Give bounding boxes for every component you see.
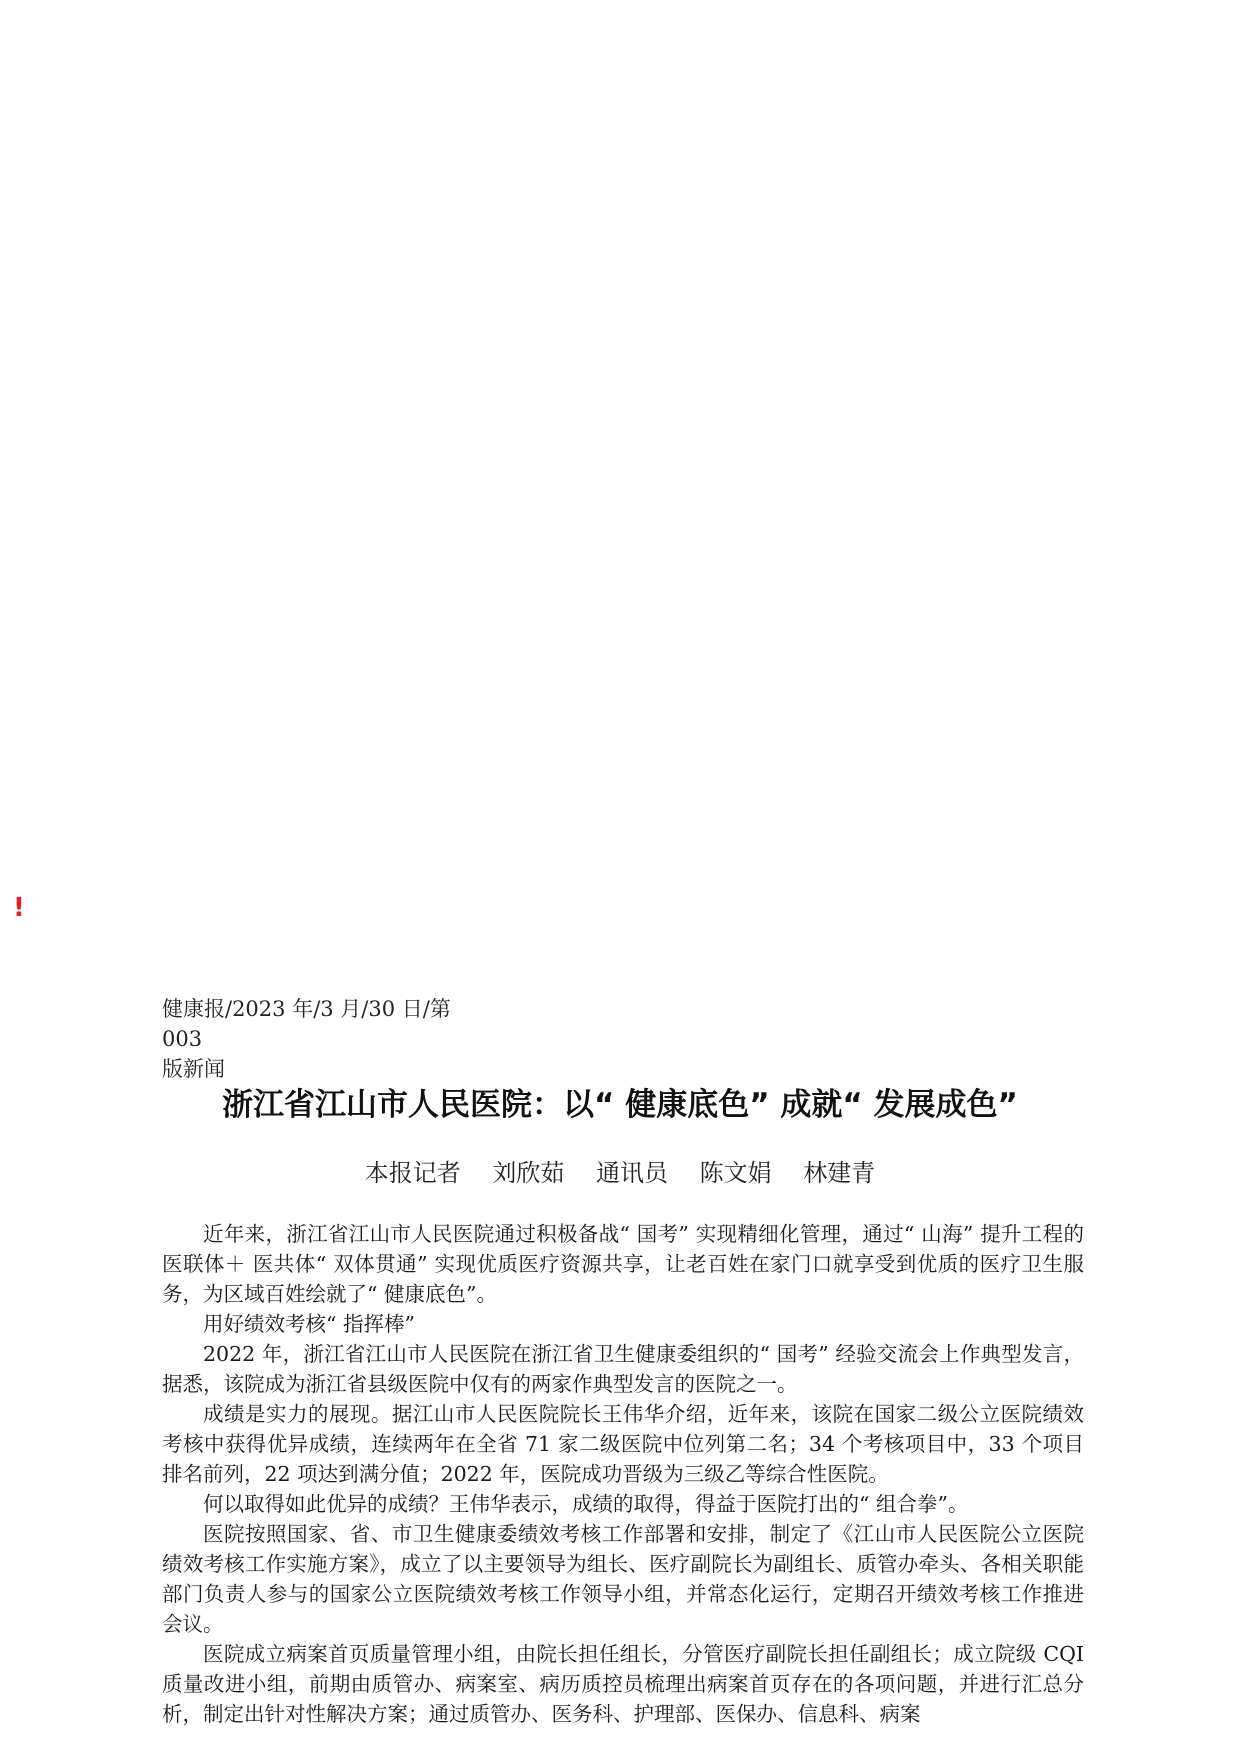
paragraph: 成绩是实力的展现。据江山市人民医院院长王伟华介绍，近年来，该院在国家二级公立医院绩效考核中获得优异成绩，连续两年在全省 71 家二级医院中位列第二名；34 个考核项目中，33 个项目排名前列，22 项达到满分值；2022 年，医院成功晋级为三级乙等综合性医院。 [162, 1402, 1084, 1486]
paragraph: 2022 年，浙江省江山市人民医院在浙江省卫生健康委组织的“ 国考” 经验交流会上作典型发言，据悉，该院成为浙江省县级医院中仅有的两家作典型发言的医院之一。 [162, 1342, 1084, 1396]
correspondent-label: 通讯员 [596, 1159, 668, 1187]
source-line [162, 994, 482, 1084]
article-body [162, 1219, 1084, 1729]
red-alert-marker: ! [13, 893, 25, 923]
paragraph-subheading: 用好绩效考核“ 指挥棒” [203, 1312, 415, 1336]
paragraph: 医院成立病案首页质量管理小组，由院长担任组长，分管医疗副院长担任副组长；成立院级 CQI 质量改进小组，前期由质管办、病案室、病历质控员梳理出病案首页存在的各项问题，并进行汇总分析，制定出针对性解决方案；通过质管办、医务科、护理部、医保办、信息科、病案 [162, 1642, 1084, 1726]
paragraph-intro: 近年来，浙江省江山市人民医院通过积极备战“ 国考” 实现精细化管理，通过“ 山海” 提升工程的医联体＋ 医共体“ 双体贯通” 实现优质医疗资源共享，让老百姓在家门口就享受到优质的医疗卫生服务，为区域百姓绘就了“ 健康底色”。 [162, 1222, 1084, 1306]
paragraph: 医院按照国家、省、市卫生健康委绩效考核工作部署和安排，制定了《江山市人民医院公立医院绩效考核工作实施方案》，成立了以主要领导为组长、医疗副院长为副组长、质管办牵头、各相关职能部门负责人参与的国家公立医院绩效考核工作领导小组，并常态化运行，定期召开绩效考核工作推进会议。 [162, 1522, 1084, 1636]
paragraph: 何以取得如此优异的成绩？王伟华表示，成绩的取得，得益于医院打出的“ 组合拳”。 [203, 1492, 969, 1516]
article-headline: 浙江省江山市人民医院：以“ 健康底色” 成就“ 发展成色” [222, 1087, 1018, 1123]
reporter-name: 刘欣茹 [492, 1159, 565, 1187]
source-line-1: 健康报/2023 年/3 月/30 日/第 003 [162, 997, 451, 1051]
correspondent-name-2: 林建青 [803, 1159, 876, 1187]
correspondent-name-1: 陈文娟 [699, 1159, 772, 1187]
byline [0, 1155, 1240, 1191]
source-line-2: 版新闻 [162, 1057, 225, 1081]
reporter-label: 本报记者 [364, 1159, 461, 1187]
